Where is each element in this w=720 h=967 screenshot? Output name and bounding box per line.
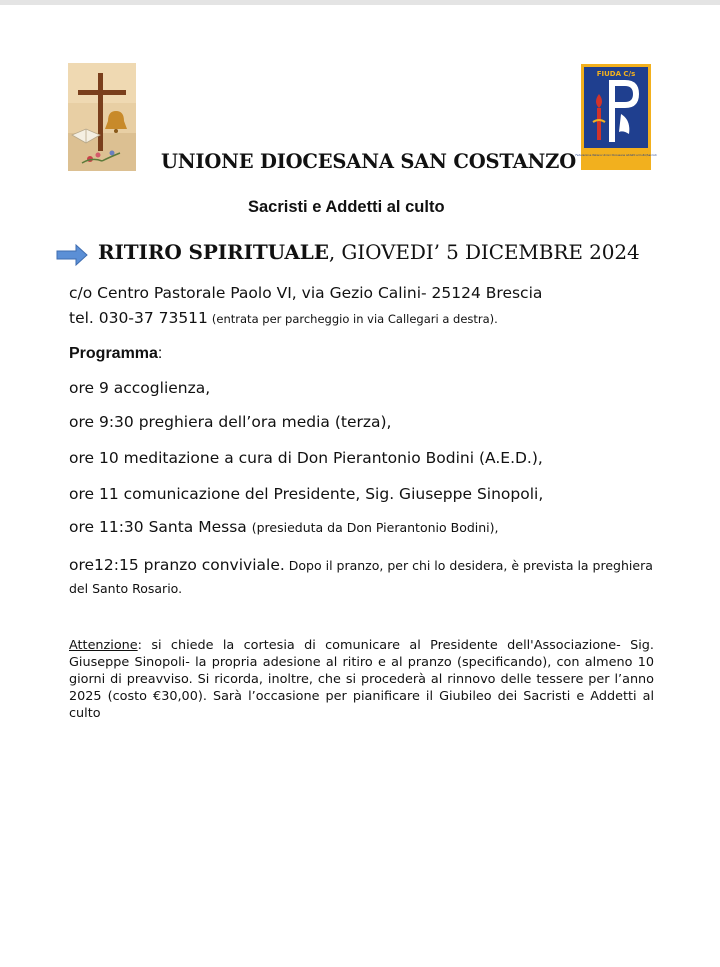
telephone-line <box>69 309 498 327</box>
subtitle: Sacristi e Addetti al culto <box>248 198 445 216</box>
program-item <box>69 413 391 431</box>
address: c/o Centro Pastorale Paolo VI, via Gezio Calini- 25124 Brescia <box>69 284 543 302</box>
program-item <box>69 518 499 536</box>
organization-title: UNIONE DIOCESANA SAN COSTANZO <box>161 150 577 173</box>
telephone: tel. 030-37 73511 <box>69 309 208 327</box>
cross-painting-logo <box>68 63 136 171</box>
program-heading-colon: : <box>157 345 163 362</box>
program-item <box>69 554 669 600</box>
parking-note: (entrata per parcheggio in via Callegari a destra). <box>211 312 498 326</box>
program-item-text: ore 11 comunicazione del Presidente, Sig. Giuseppe Sinopoli, <box>69 485 544 503</box>
program-item-text: ore 10 meditazione a cura di Don Pierantonio Bodini (A.E.D.), <box>69 449 543 467</box>
program-heading <box>69 345 162 363</box>
program-item <box>69 485 543 503</box>
notice-label: Attenzione <box>69 638 138 653</box>
notice-paragraph <box>69 637 654 722</box>
top-bar <box>0 0 720 5</box>
program-item-note: (presieduta da Don Pierantonio Bodini), <box>251 520 499 535</box>
program-item <box>69 449 543 467</box>
notice-text: : si chiede la cortesia di comunicare al Presidente dell'Associazione- Sig. Giuseppe Sinopoli- la propria adesione al ritiro e al pranzo (specificando), con almeno 10 giorni di preavviso. Si ricorda, inoltre, che si procederà al rinnovo delle tessere per l’anno 2025 (costo €30,00). Sarà l’occasione per pianificare il Giubileo dei Sacristi e Addetti al culto <box>69 638 654 721</box>
program-item-note: Dopo il pranzo, per chi lo desidera, è prevista la preghiera del Santo Rosario. <box>69 558 653 596</box>
right-arrow-icon <box>56 244 88 266</box>
event-name: RITIRO SPIRITUALE <box>98 240 329 264</box>
fiudac-logo-text: FIUDA C/s <box>596 70 636 78</box>
program-item-text: ore 11:30 Santa Messa <box>69 518 252 536</box>
program-heading-label: Programma <box>69 345 158 362</box>
fiudac-logo-caption: Federazione Italiana Unioni Diocesane Addetti al Culto/Sacristi <box>575 154 657 157</box>
program-item-text: ore12:15 pranzo conviviale. <box>69 556 285 574</box>
program-item <box>69 379 210 397</box>
program-item-text: ore 9:30 preghiera dell’ora media (terza), <box>69 413 392 431</box>
event-date: , GIOVEDI’ 5 DICEMBRE 2024 <box>328 240 640 264</box>
event-title <box>98 240 640 264</box>
fiudac-logo <box>575 64 657 170</box>
program-item-text: ore 9 accoglienza, <box>69 379 211 397</box>
